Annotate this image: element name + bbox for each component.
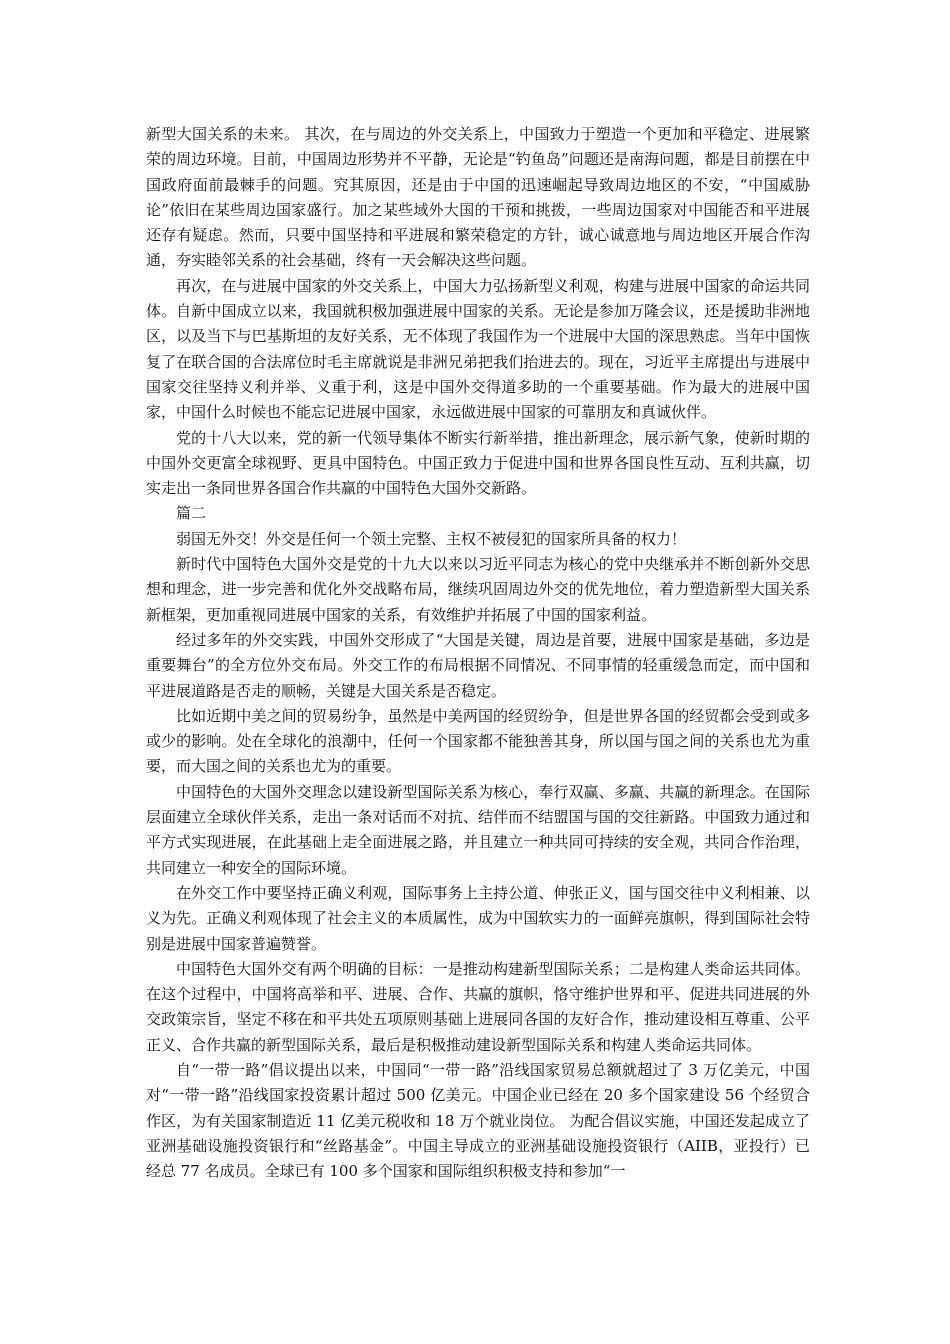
paragraph-2: 再次，在与进展中国家的外交关系上，中国大力弘扬新型义利观，构建与进展中国家的命运共同体。自新中国成立以来，我国就积极加强进展中国家的关系。无论是参加万隆会议，还是援助非洲地区，以及当下与巴基斯坦的友好关系，无不体现了我国作为一个进展中大国的深思熟虑。当年中国恢复了在联合国的合法席位时毛主席就说是非洲兄弟把我们抬进去的。现在，习近平主席提出与进展中国家交往坚持义利并举、义重于利，这是中国外交得道多助的一个重要基础。作为最大的进展中国家，中国什么时候也不能忘记进展中国家，永远做进展中国家的可靠朋友和真诚伙伴。 xyxy=(146,276,810,422)
paragraph-1: 新型大国关系的未来。 其次，在与周边的外交关系上，中国致力于塑造一个更加和平稳定、进展繁荣的周边环境。目前，中国周边形势并不平静，无论是“钓鱼岛”问题还是南海问题，都是目前摆在中国政府面前最棘手的问题。究其原因，还是由于中国的迅速崛起导致周边地区的不安，“中国威胁论”依旧在某些周边国家盛行。加之某些域外大国的干预和挑拨，一些周边国家对中国能否和平进展还存有疑虑。然而，只要中国坚持和平进展和繁荣稳定的方针，诚心诚意地与周边地区开展合作沟通，夯实睦邻关系的社会基础，终有一天会解决这些问题。 xyxy=(146,125,810,270)
section-heading: 篇二 xyxy=(176,504,207,523)
paragraph-7: 经过多年的外交实践，中国外交形成了“大国是关键，周边是首要，进展中国家是基础，多边是重要舞台”的全方位外交布局。外交工作的布局根据不同情况、不同事情的轻重缓急而定，而中国和平进展道路是否走的顺畅，关键是大国关系是否稳定。 xyxy=(146,630,810,700)
paragraph-6: 新时代中国特色大国外交是党的十九大以来以习近平同志为核心的党中央继承并不断创新外交思想和理念，进一步完善和优化外交战略布局，继续巩固周边外交的优先地位，着力塑造新型大国关系新框架，更加重视同进展中国家的关系，有效维护并拓展了中国的国家利益。 xyxy=(146,555,810,624)
paragraph-10: 在外交工作中要坚持正确义利观，国际事务上主持公道、伸张正义，国与国交往中义利相兼、以义为先。正确义利观体现了社会主义的本质属性，成为中国软实力的一面鲜亮旗帜，得到国际社会特别是进展中国家普遍赞誉。 xyxy=(146,883,810,953)
document-body xyxy=(146,122,810,1184)
paragraph-8: 比如近期中美之间的贸易纷争，虽然是中美两国的经贸纷争，但是世界各国的经贸都会受到或多或少的影响。处在全球化的浪潮中，任何一个国家都不能独善其身，所以国与国之间的关系也尤为重要，而大国之间的关系也尤为的重要。 xyxy=(146,706,810,776)
paragraph-3: 党的十八大以来，党的新一代领导集体不断实行新举措，推出新理念，展示新气象，使新时期的中国外交更富全球视野、更具中国特色。中国正致力于促进中国和世界各国良性互动、互利共赢，切实走出一条同世界各国合作共赢的中国特色大国外交新路。 xyxy=(146,428,810,498)
paragraph-5: 弱国无外交！外交是任何一个领土完整、主权不被侵犯的国家所具备的权力！ xyxy=(176,529,687,548)
paragraph-9: 中国特色的大国外交理念以建设新型国际关系为核心，奉行双赢、多赢、共赢的新理念。在国际层面建立全球伙伴关系，走出一条对话而不对抗、结伴而不结盟国与国的交往新路。中国致力通过和平方式实现进展，在此基础上走全面进展之路，并且建立一种共同可持续的安全观，共同合作治理，共同建立一种安全的国际环境。 xyxy=(146,782,810,877)
paragraph-11: 中国特色大国外交有两个明确的目标：一是推动构建新型国际关系；二是构建人类命运共同体。在这个过程中，中国将高举和平、进展、合作、共赢的旗帜，恪守维护世界和平、促进共同进展的外交政策宗旨，坚定不移在和平共处五项原则基础上进展同各国的友好合作，推动建设相互尊重、公平正义、合作共赢的新型国际关系，最后是积极推动建设新型国际关系和构建人类命运共同体。 xyxy=(146,959,810,1054)
paragraph-12: 自“一带一路”倡议提出以来，中国同“一带一路”沿线国家贸易总额就超过了 3 万亿美元，中国对“一带一路”沿线国家投资累计超过 500 亿美元。中国企业已经在 20 多个国家建设 56 个经贸合作区，为有关国家制造近 11 亿美元税收和 18 万个就业岗位。 为配合倡议实施，中国还发起成立了亚洲基础设施投资银行和“丝路基金”。中国主导成立的亚洲基础设施投资银行（AIIB，亚投行）已经总 77 名成员。全球已有 100 多个国家和国际组织积极支持和参加“一 xyxy=(146,1060,810,1181)
